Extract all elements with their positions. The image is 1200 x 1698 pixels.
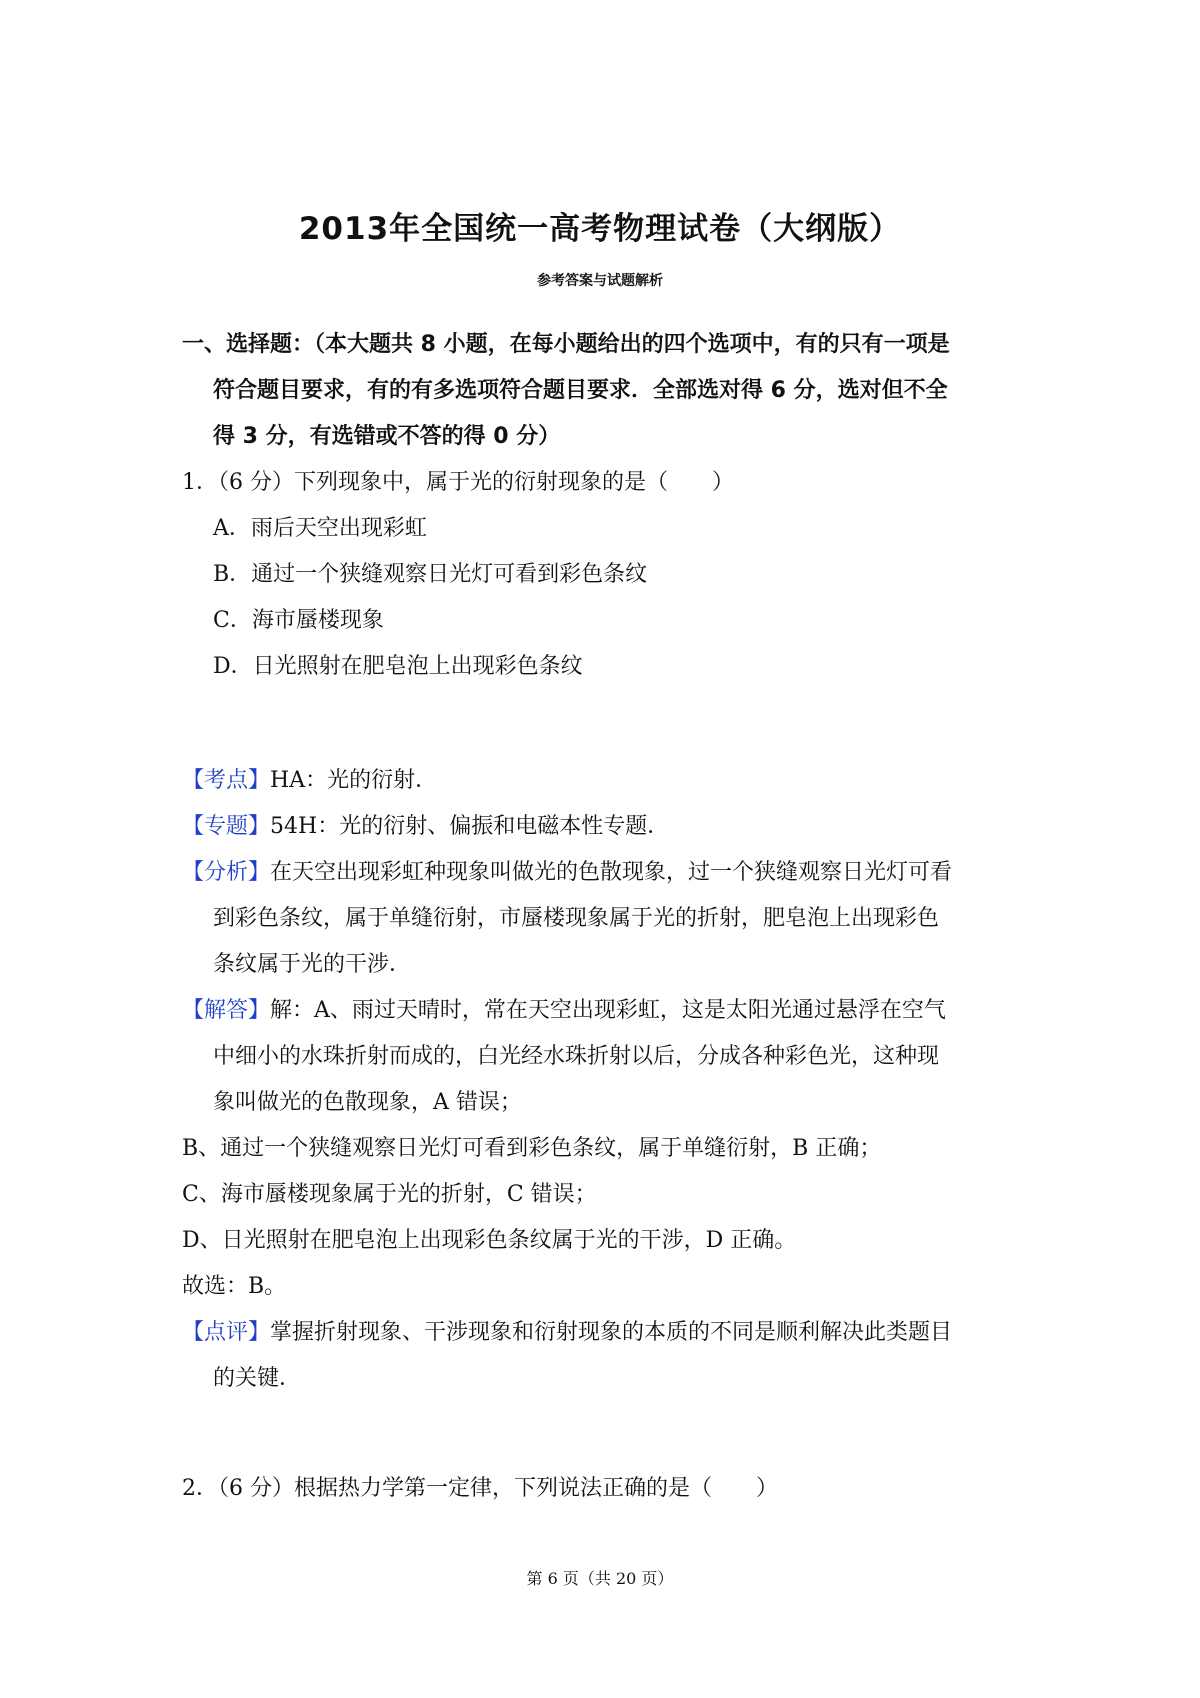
kaodian-tag: 【考点】 bbox=[182, 768, 271, 793]
jieda-tag: 【解答】 bbox=[182, 998, 271, 1023]
question-2-stem: 2．（6 分）根据热力学第一定律，下列说法正确的是（ ） bbox=[182, 1476, 778, 1501]
section-heading-line-2: 符合题目要求，有的有多选项符合题目要求．全部选对得 6 分，选对但不全 bbox=[213, 378, 948, 403]
jieda-extra-d: D、日光照射在肥皂泡上出现彩色条纹属于光的干涉，D 正确。 bbox=[182, 1228, 797, 1253]
zhuanti-text: 54H：光的衍射、偏振和电磁本性专题． bbox=[270, 814, 670, 839]
dianping-line-1 bbox=[182, 1319, 952, 1347]
question-1-option-d: D．日光照射在肥皂泡上出现彩色条纹 bbox=[213, 654, 583, 679]
question-1-stem: 1．（6 分）下列现象中，属于光的衍射现象的是（ ） bbox=[182, 470, 734, 495]
page-title: 2013年全国统一高考物理试卷（大纲版） bbox=[298, 211, 902, 247]
jieda-extra-c: C、海市蜃楼现象属于光的折射，C 错误； bbox=[182, 1182, 597, 1207]
fenxi-tag: 【分析】 bbox=[182, 860, 271, 885]
fenxi-line-1 bbox=[182, 859, 952, 887]
zhuanti-tag: 【专题】 bbox=[182, 814, 271, 839]
dianping-tag: 【点评】 bbox=[182, 1320, 271, 1345]
jieda-line-3: 象叫做光的色散现象，A 错误； bbox=[213, 1090, 522, 1115]
jieda-line-1 bbox=[182, 997, 946, 1025]
dianping-line-2: 的关键． bbox=[213, 1366, 302, 1391]
page-subtitle: 参考答案与试题解析 bbox=[537, 273, 663, 289]
kaodian-text: HA：光的衍射． bbox=[270, 768, 438, 793]
kaodian-line bbox=[182, 767, 437, 795]
question-1-option-a: A．雨后天空出现彩虹 bbox=[213, 516, 427, 541]
question-1-option-c: C．海市蜃楼现象 bbox=[213, 608, 384, 633]
section-heading-line-1: 一、选择题：（本大题共 8 小题，在每小题给出的四个选项中，有的只有一项是 bbox=[182, 332, 950, 357]
section-heading-line-3: 得 3 分，有选错或不答的得 0 分） bbox=[213, 424, 561, 449]
fenxi-text-1: 在天空出现彩虹种现象叫做光的色散现象，过一个狭缝观察日光灯可看 bbox=[270, 860, 953, 885]
jieda-extra-b: B、通过一个狭缝观察日光灯可看到彩色条纹，属于单缝衍射，B 正确； bbox=[182, 1136, 882, 1161]
zhuanti-line bbox=[182, 813, 669, 841]
jieda-text-1: 解：A、雨过天晴时，常在天空出现彩虹，这是太阳光通过悬浮在空气 bbox=[270, 998, 946, 1023]
question-1-option-b: B．通过一个狭缝观察日光灯可看到彩色条纹 bbox=[213, 562, 648, 587]
jieda-answer: 故选：B。 bbox=[182, 1274, 287, 1299]
dianping-text-1: 掌握折射现象、干涉现象和衍射现象的本质的不同是顺利解决此类题目 bbox=[270, 1320, 953, 1345]
jieda-line-2: 中细小的水珠折射而成的，白光经水珠折射以后，分成各种彩色光，这种现 bbox=[213, 1044, 940, 1069]
fenxi-line-3: 条纹属于光的干涉． bbox=[213, 952, 412, 977]
fenxi-line-2: 到彩色条纹，属于单缝衍射，市蜃楼现象属于光的折射，肥皂泡上出现彩色 bbox=[213, 906, 940, 931]
page-footer: 第 6 页（共 20 页） bbox=[526, 1569, 674, 1588]
